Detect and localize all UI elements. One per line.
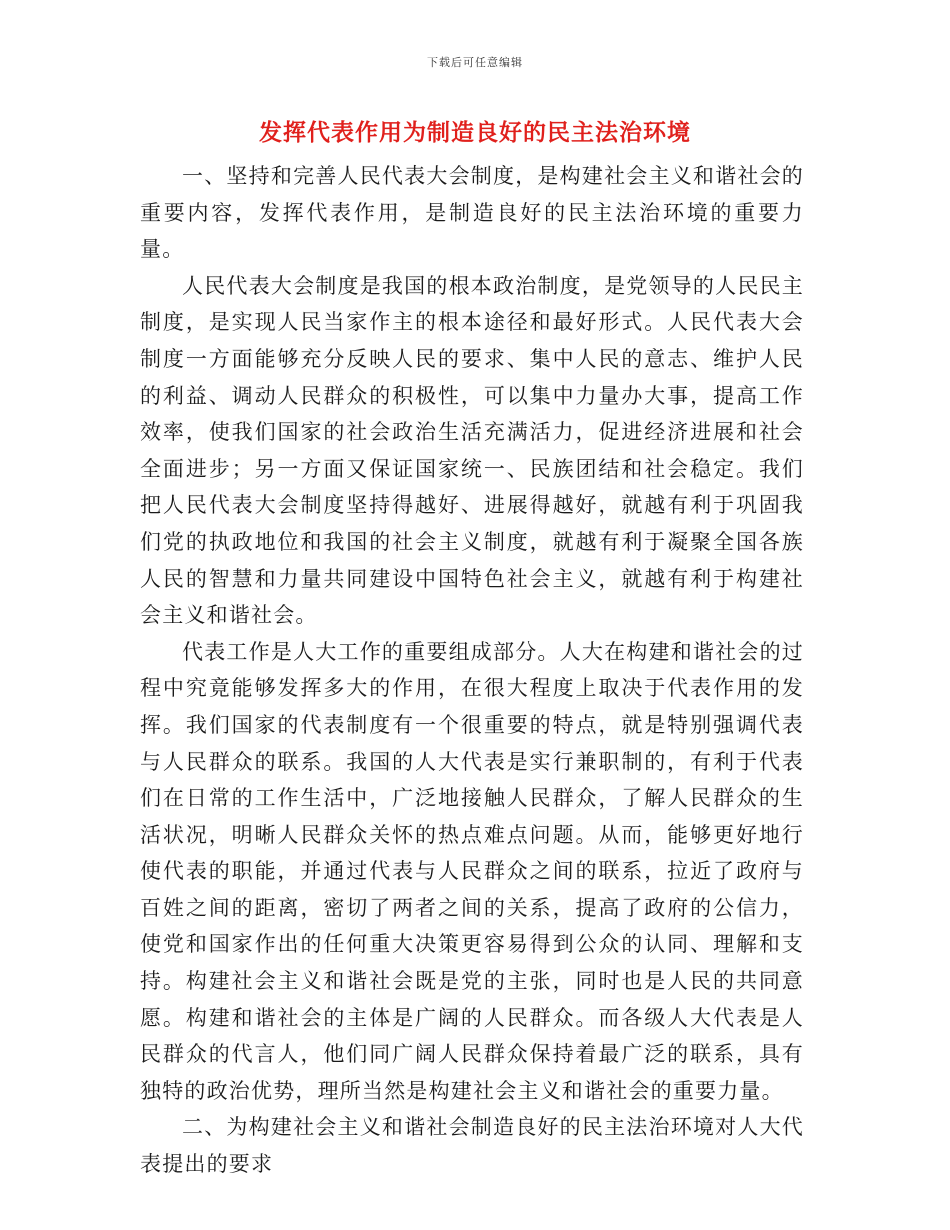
paragraph-1: 一、坚持和完善人民代表大会制度，是构建社会主义和谐社会的重要内容，发挥代表作用，是制造良好的民主法治环境的重要力量。 [140, 164, 804, 262]
paragraph-4: 二、为构建社会主义和谐社会制造良好的民主法治环境对人大代表提出的要求 [140, 1115, 804, 1177]
document-title: 发挥代表作用为制造良好的民主法治环境 [259, 119, 691, 146]
header-note: 下载后可任意编辑 [427, 56, 523, 69]
paragraph-3: 代表工作是人大工作的重要组成部分。人大在构建和谐社会的过程中究竟能够发挥多大的作用，在很大程度上取决于代表作用的发挥。我们国家的代表制度有一个很重要的特点，就是特别强调代表与人民群众的联系。我国的人大代表是实行兼职制的，有利于代表们在日常的工作生活中，广泛地接触人民群众，了解人民群众的生活状况，明晰人民群众关怀的热点难点问题。从而，能够更好地行使代表的职能，并通过代表与人民群众之间的联系，拉近了政府与百姓之间的距离，密切了两者之间的关系，提高了政府的公信力，使党和国家作出的任何重大决策更容易得到公众的认同、理解和支持。构建社会主义和谐社会既是党的主张，同时也是人民的共同意愿。构建和谐社会的主体是广阔的人民群众。而各级人大代表是人民群众的代言人，他们同广阔人民群众保持着最广泛的联系，具有独特的政治优势，理所当然是构建社会主义和谐社会的重要力量。 [140, 639, 804, 1103]
paragraph-2: 人民代表大会制度是我国的根本政治制度，是党领导的人民民主制度，是实现人民当家作主的根本途径和最好形式。人民代表大会制度一方面能够充分反映人民的要求、集中人民的意志、维护人民的利益、调动人民群众的积极性，可以集中力量办大事，提高工作效率，使我们国家的社会政治生活充满活力，促进经济进展和社会全面进步；另一方面又保证国家统一、民族团结和社会稳定。我们把人民代表大会制度坚持得越好、进展得越好，就越有利于巩固我们党的执政地位和我国的社会主义制度，就越有利于凝聚全国各族人民的智慧和力量共同建设中国特色社会主义，就越有利于构建社会主义和谐社会。 [140, 273, 804, 628]
document-body [140, 158, 804, 1183]
